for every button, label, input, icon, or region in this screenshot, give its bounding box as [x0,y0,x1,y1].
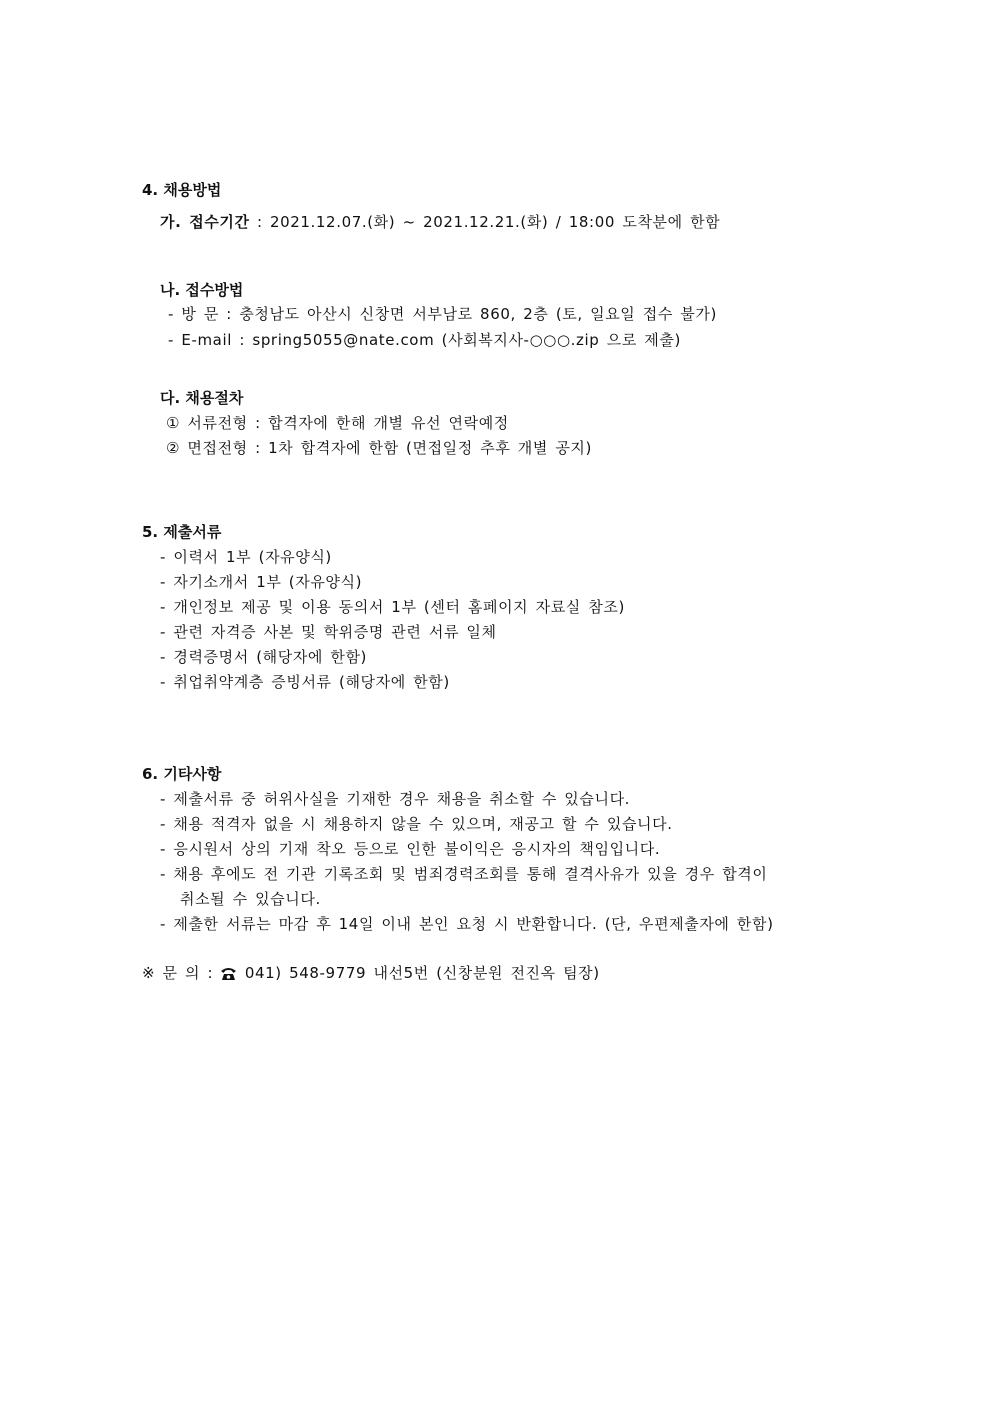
document-item: - 취업취약계층 증빙서류 (해당자에 한함) [160,673,450,691]
hiring-procedure-heading: 다. 채용절차 [160,389,244,407]
contact-text: 041) 548-9779 내선5번 (신창분원 전진옥 팀장) [237,964,600,982]
document-item: - 관련 자격증 사본 및 학위증명 관련 서류 일체 [160,623,497,641]
document-item: - 경력증명서 (해당자에 한함) [160,648,368,666]
contact-line [142,963,600,986]
application-method-visit: - 방 문 : 충청남도 아산시 신창면 서부남로 860, 2층 (토, 일요일 접수 불가) [168,305,717,323]
application-period-text: : 2021.12.07.(화) ~ 2021.12.21.(화) / 18:00 도착분에 한함 [249,213,721,231]
notice-item: - 응시원서 상의 기재 착오 등으로 인한 불이익은 응시자의 책임입니다. [160,840,661,858]
notice-item: - 제출서류 중 허위사실을 기재한 경우 채용을 취소할 수 있습니다. [160,790,631,808]
document-item: - 개인정보 제공 및 이용 동의서 1부 (센터 홈페이지 자료실 참조) [160,598,625,616]
notice-item: - 채용 후에도 전 기관 기록조회 및 범죄경력조회를 통해 결격사유가 있을 경우 합격이 [160,865,768,883]
notice-item: - 제출한 서류는 마감 후 14일 이내 본인 요청 시 반환합니다. (단, 우편제출자에 한함) [160,915,774,933]
application-period-label: 가. 접수기간 [160,213,250,231]
hiring-procedure-step-1: ① 서류전형 : 합격자에 한해 개별 유선 연락예정 [166,414,509,432]
application-method-heading: 나. 접수방법 [160,281,244,299]
application-period [160,212,720,232]
section-5-heading: 5. 제출서류 [142,523,222,541]
document-item: - 이력서 1부 (자유양식) [160,548,332,566]
notice-item-continuation: 취소될 수 있습니다. [180,890,321,908]
section-6-heading: 6. 기타사항 [142,765,222,783]
contact-prefix: ※ 문 의 : [142,964,221,982]
hiring-procedure-step-2: ② 면접전형 : 1차 합격자에 한함 (면접일정 추후 개별 공지) [166,439,592,457]
notice-item: - 채용 적격자 없을 시 채용하지 않을 수 있으며, 재공고 할 수 있습니다. [160,815,673,833]
telephone-icon [220,966,237,986]
section-4-heading: 4. 채용방법 [142,181,222,199]
document-item: - 자기소개서 1부 (자유양식) [160,573,363,591]
application-method-email: - E-mail : spring5055@nate.com (사회복지사-○○○.zip 으로 제출) [168,331,681,349]
